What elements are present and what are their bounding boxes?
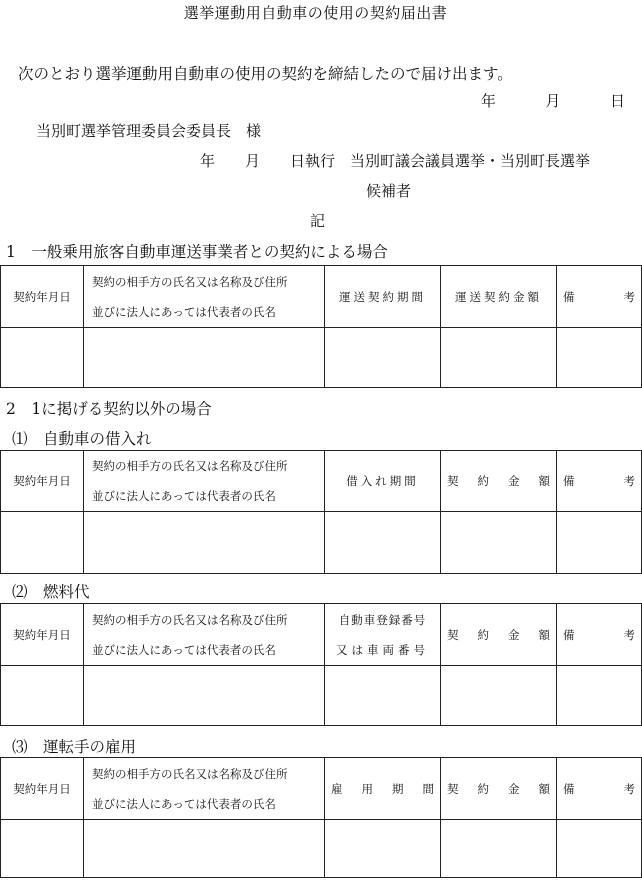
header-vehicle-number: 自動車登録番号 又は車両番号 — [325, 604, 441, 666]
cell-contract-date[interactable] — [1, 820, 84, 878]
cell-period[interactable] — [325, 512, 441, 574]
table-taxi-contract — [0, 265, 642, 388]
header-contract-amount: 契 約 金 額 — [441, 451, 557, 512]
header-transport-period: 運送契約期間 — [325, 266, 441, 328]
date-month-label: 月 — [545, 92, 561, 110]
ki-label: 記 — [310, 212, 326, 230]
date-year-label: 年 — [480, 92, 496, 110]
cell-amount[interactable] — [441, 512, 557, 574]
cell-amount[interactable] — [441, 666, 557, 726]
table-fuel — [0, 603, 642, 726]
intro-text: 次のとおり選挙運動用自動車の使用の契約を締結したので届け出ます。 — [18, 65, 513, 83]
cell-remarks[interactable] — [557, 666, 642, 726]
cell-period[interactable] — [325, 820, 441, 878]
date-day-label: 日 — [609, 92, 625, 110]
header-party: 契約の相手方の氏名又は名称及び住所 並びに法人にあっては代表者の氏名 — [84, 451, 325, 512]
cell-remarks[interactable] — [557, 512, 642, 574]
header-remarks: 備 考 — [557, 758, 642, 820]
header-contract-amount: 契 約 金 額 — [441, 604, 557, 666]
cell-contract-date[interactable] — [1, 512, 84, 574]
cell-period[interactable] — [325, 328, 441, 388]
election-line: 年 月 日執行 当別町議会議員選挙・当別町長選挙 — [200, 152, 591, 170]
header-rental-period: 借入れ期間 — [325, 451, 441, 512]
header-contract-date: 契約年月日 — [1, 758, 84, 820]
header-party: 契約の相手方の氏名又は名称及び住所 並びに法人にあっては代表者の氏名 — [84, 758, 325, 820]
subsection-1-heading: ⑴ 自動車の借入れ — [12, 430, 152, 448]
header-party: 契約の相手方の氏名又は名称及び住所 並びに法人にあっては代表者の氏名 — [84, 266, 325, 328]
header-remarks: 備 考 — [557, 451, 642, 512]
header-remarks: 備 考 — [557, 604, 642, 666]
cell-contract-date[interactable] — [1, 666, 84, 726]
cell-amount[interactable] — [441, 820, 557, 878]
cell-party[interactable] — [84, 666, 325, 726]
header-remarks: 備 考 — [557, 266, 642, 328]
header-contract-date: 契約年月日 — [1, 451, 84, 512]
header-employment-period: 雇 用 期 間 — [325, 758, 441, 820]
table-driver-employment — [0, 757, 642, 878]
document-title: 選挙運動用自動車の使用の契約届出書 — [183, 4, 448, 22]
header-party: 契約の相手方の氏名又は名称及び住所 並びに法人にあっては代表者の氏名 — [84, 604, 325, 666]
subsection-2-heading: ⑵ 燃料代 — [12, 583, 90, 601]
cell-amount[interactable] — [441, 328, 557, 388]
header-contract-date: 契約年月日 — [1, 266, 84, 328]
table-car-rental — [0, 450, 642, 574]
section-1-heading: 1 一般乗用旅客自動車運送事業者との契約による場合 — [6, 243, 388, 261]
header-contract-amount: 契 約 金 額 — [441, 758, 557, 820]
cell-remarks[interactable] — [557, 328, 642, 388]
header-transport-amount: 運送契約金額 — [441, 266, 557, 328]
subsection-3-heading: ⑶ 運転手の雇用 — [12, 738, 137, 756]
cell-contract-date[interactable] — [1, 328, 84, 388]
addressee: 当別町選挙管理委員会委員長 様 — [36, 122, 262, 140]
header-contract-date: 契約年月日 — [1, 604, 84, 666]
cell-party[interactable] — [84, 328, 325, 388]
submission-date — [481, 90, 625, 111]
cell-party[interactable] — [84, 512, 325, 574]
section-2-heading: 2 1に掲げる契約以外の場合 — [6, 400, 212, 418]
cell-party[interactable] — [84, 820, 325, 878]
cell-vehicle-number[interactable] — [325, 666, 441, 726]
candidate-label: 候補者 — [366, 182, 412, 200]
cell-remarks[interactable] — [557, 820, 642, 878]
